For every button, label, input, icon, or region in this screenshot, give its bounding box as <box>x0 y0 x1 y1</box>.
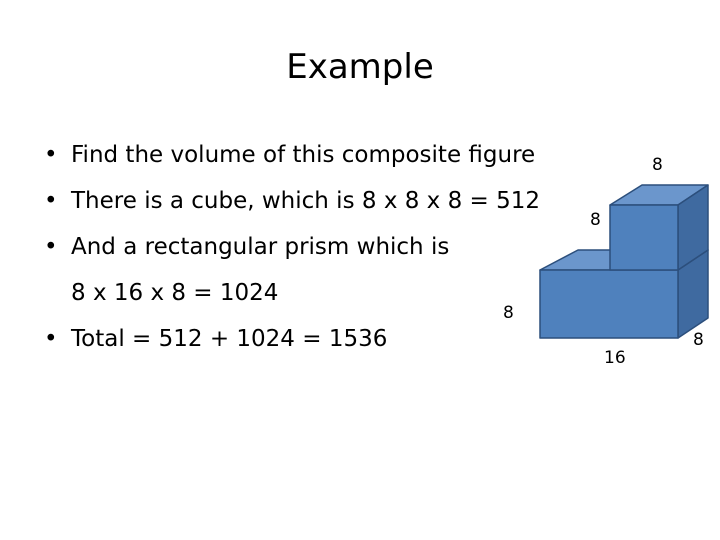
bullet-text: There is a cube, which is 8 x 8 x 8 = 512 <box>71 188 541 214</box>
bullet-dot: • <box>44 142 58 168</box>
bullet-text: Find the volume of this composite figure <box>71 142 536 168</box>
bullet-dot: • <box>44 326 58 352</box>
bullet-text: Total = 512 + 1024 = 1536 <box>71 326 388 352</box>
bullet-dot: • <box>44 234 58 260</box>
prism-length-dimension-label: 16 <box>604 348 626 368</box>
prism-depth-dimension-label: 8 <box>503 303 514 323</box>
cube-side-dimension-label: 8 <box>590 210 601 230</box>
slide-title: Example <box>286 47 434 87</box>
bullet-text: And a rectangular prism which is <box>71 234 450 260</box>
bullet-dot: • <box>44 188 58 214</box>
cube-top-dimension-label: 8 <box>652 155 663 175</box>
prism-front-face <box>540 270 678 338</box>
prism-height-dimension-label: 8 <box>693 330 704 350</box>
bullet-text: 8 x 16 x 8 = 1024 <box>71 280 279 306</box>
cube-front-face <box>610 205 678 270</box>
